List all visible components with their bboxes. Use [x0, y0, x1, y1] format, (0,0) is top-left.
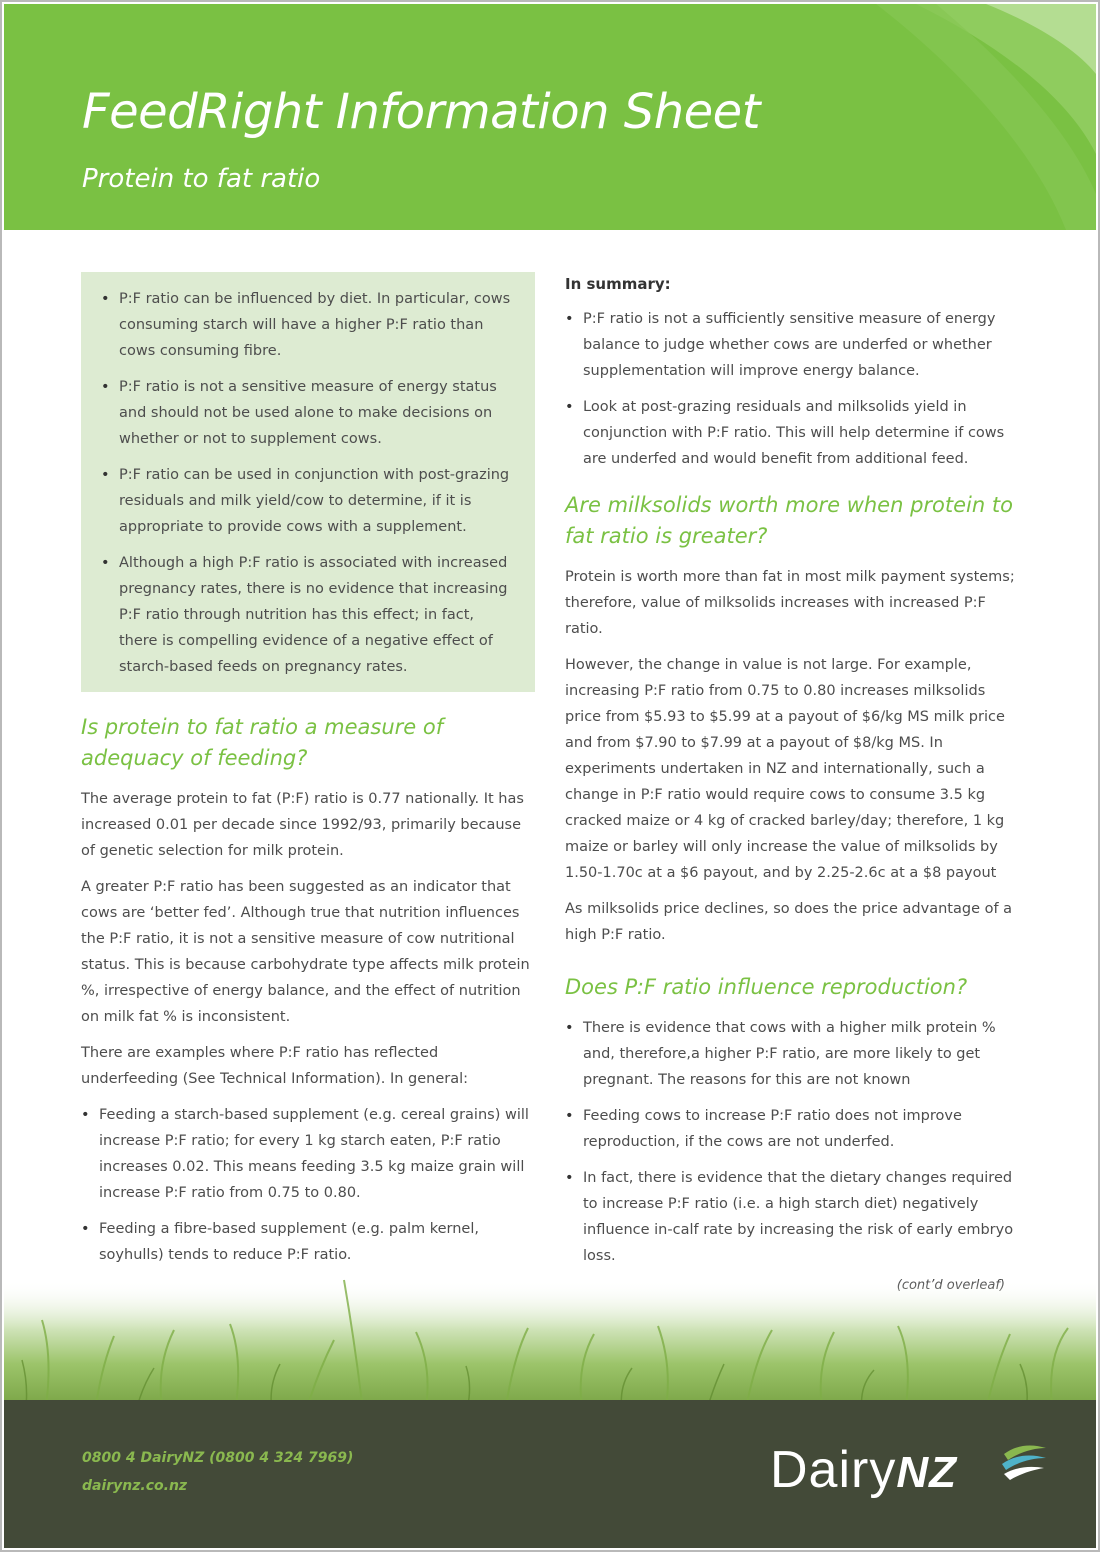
reproduction-bullet: • Feeding cows to increase P:F ratio does not improve reproduction, if the cows are not underfed.: [565, 1103, 1017, 1155]
adequacy-paragraph: There are examples where P:F ratio has reflected underfeeding (See Technical Information). In general:: [81, 1045, 469, 1087]
right-column: [565, 272, 1017, 1299]
left-column: [81, 272, 535, 1278]
adequacy-heading: Is protein to fat ratio a measure of adequacy of feeding?: [81, 715, 444, 770]
key-point: • P:F ratio can be used in conjunction with post-grazing residuals and milk yield/cow to determine, if it is appropriate to provide cows with a supplement.: [101, 462, 515, 540]
logo-text-nz: NZ: [896, 1448, 957, 1497]
logo-text-dairy: Dairy: [770, 1441, 897, 1499]
footer-website-link[interactable]: dairynz.co.nz: [82, 1478, 188, 1494]
page-subtitle: Protein to fat ratio: [82, 164, 321, 194]
adequacy-bullet: • Feeding a starch-based supplement (e.g. cereal grains) will increase P:F ratio; for every 1 kg starch eaten, P:F ratio increases 0.02. This means feeding 3.5 kg maize grain will increase P:F ratio from 0.75 to 0.80.: [81, 1102, 535, 1206]
key-point: • Although a high P:F ratio is associated with increased pregnancy rates, there is no evidence that increasing P:F ratio through nutrition has this effect; in fact, there is compelling evidence of a negative effect of starch-based feeds on pregnancy rates.: [101, 550, 515, 680]
reproduction-bullet: • There is evidence that cows with a higher milk protein % and, therefore,a higher P:F ratio, are more likely to get pregnant. The reasons for this are not known: [565, 1015, 1017, 1093]
reproduction-heading: Does P:F ratio influence reproduction?: [565, 975, 968, 999]
worth-paragraph: Protein is worth more than fat in most milk payment systems; therefore, value of milksolids increases with increased P:F ratio.: [565, 569, 1015, 637]
dairynz-logo: [770, 1436, 1060, 1516]
worth-paragraph: However, the change in value is not large. For example, increasing P:F ratio from 0.75 to 0.80 increases milksolids price from $5.93 to $5.99 at a payout of $6/kg MS milk price and from $7.90 to $7.99 at a payout of $8/kg MS. In experiments undertaken in NZ and internationally, such a change in P:F ratio would require cows to consume 3.5 kg cracked maize or 4 kg of cracked barley/day; therefore, 1 kg maize or barley will only increase the value of milksolids by 1.50-1.70c at a $6 payout, and by 2.25-2.6c at a $8 payout: [565, 657, 1005, 881]
key-point: • P:F ratio can be influenced by diet. In particular, cows consuming starch will have a higher P:F ratio than cows consuming fibre.: [101, 286, 515, 364]
summary-heading: In summary:: [565, 275, 671, 293]
adequacy-paragraph: The average protein to fat (P:F) ratio is 0.77 nationally. It has increased 0.01 per decade since 1992/93, primarily because of genetic selection for milk protein.: [81, 791, 524, 859]
key-points-list: [101, 286, 515, 680]
reproduction-bullets: [565, 1015, 1017, 1269]
header-banner: [4, 4, 1096, 230]
worth-heading: Are milksolids worth more when protein to fat ratio is greater?: [565, 493, 1013, 548]
adequacy-paragraph: A greater P:F ratio has been suggested as an indicator that cows are ‘better fed’. Although true that nutrition influences the P:F ratio, it is not a sensitive measure of cow nutritional status. This is because carbohydrate type affects milk protein %, irrespective of energy balance, and the effect of nutrition on milk fat % is inconsistent.: [81, 879, 530, 1025]
key-points-box: [81, 272, 535, 692]
adequacy-bullet: • Feeding a fibre-based supplement (e.g. palm kernel, soyhulls) tends to reduce P:F ratio.: [81, 1216, 535, 1268]
header-swoosh-graphic: [766, 4, 1096, 230]
page-title: FeedRight Information Sheet: [82, 84, 761, 140]
grass-image: [4, 1240, 1096, 1420]
summary-bullet: • P:F ratio is not a sufficiently sensitive measure of energy balance to judge whether cows are underfed or whether supplementation will improve energy balance.: [565, 306, 1017, 384]
logo-wordmark: [770, 1440, 957, 1500]
summary-bullets: [565, 306, 1017, 472]
footer-contact: [82, 1444, 353, 1500]
worth-paragraph: As milksolids price declines, so does the price advantage of a high P:F ratio.: [565, 901, 1013, 943]
reproduction-bullet: • In fact, there is evidence that the dietary changes required to increase P:F ratio (i.e. a high starch diet) negatively influence in-calf rate by increasing the risk of early embryo loss.: [565, 1165, 1017, 1269]
summary-bullet: • Look at post-grazing residuals and milksolids yield in conjunction with P:F ratio. This will help determine if cows are underfed and would benefit from additional feed.: [565, 394, 1017, 472]
logo-wave-icon: [1000, 1440, 1048, 1484]
key-point: • P:F ratio is not a sensitive measure of energy status and should not be used alone to make decisions on whether or not to supplement cows.: [101, 374, 515, 452]
footer-phone[interactable]: 0800 4 DairyNZ (0800 4 324 7969): [82, 1450, 354, 1466]
footer: [4, 1400, 1096, 1548]
